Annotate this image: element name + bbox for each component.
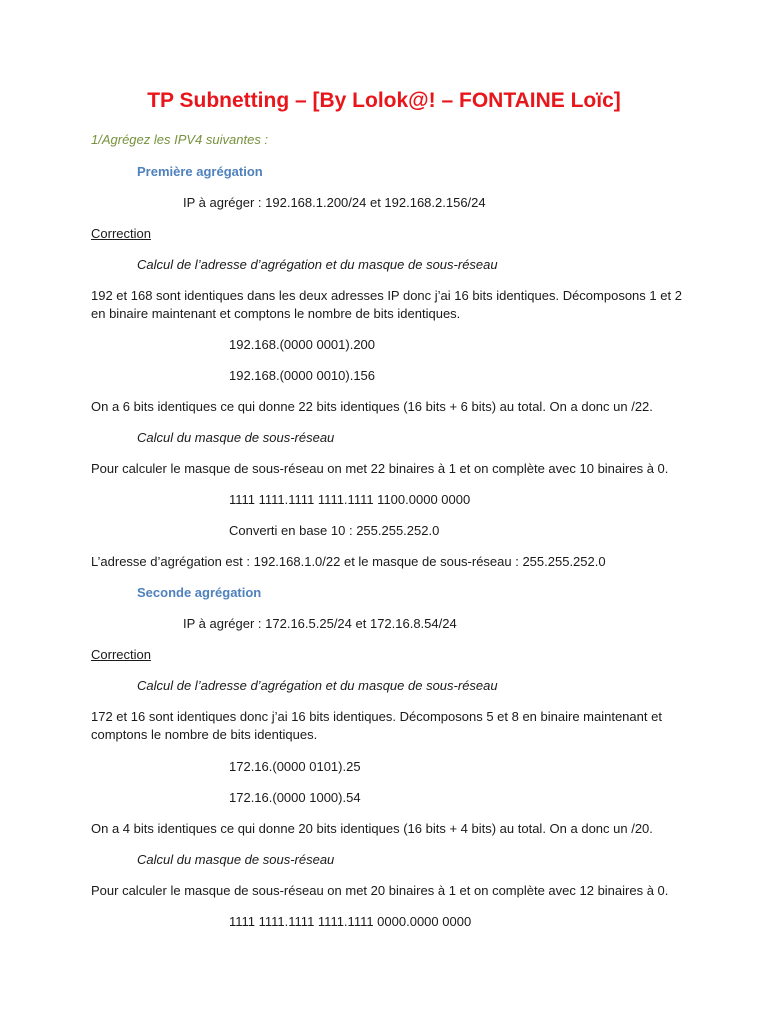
first-binary-2: 192.168.(0000 0010).156 [229,368,376,383]
page-title: TP Subnetting – [By Lolok@! – FONTAINE Loïc] [147,89,621,112]
first-paragraph: 192 et 168 sont identiques dans les deux adresses IP donc j’ai 16 bits identiques. Décomposons 1 et 2 en binaire maintenant et comptons le nombre de bits identiques. [91,288,682,321]
second-correction-label: Correction [91,647,151,662]
second-ip-line: IP à agréger : 172.16.5.25/24 et 172.16.8.54/24 [183,616,457,631]
first-ip-line: IP à agréger : 192.168.1.200/24 et 192.168.2.156/24 [183,195,486,210]
first-mask-decimal: Converti en base 10 : 255.255.252.0 [229,523,440,538]
second-mask-binary: 1111 1111.1111 1111.1111 0000.0000 0000 [229,914,472,929]
second-mask-paragraph: Pour calculer le masque de sous-réseau on met 20 binaires à 1 et on complète avec 12 binaires à 0. [91,883,669,898]
first-aggregation-heading: Première agrégation [137,164,263,179]
second-aggregation-heading: Seconde agrégation [137,585,262,600]
second-paragraph: 172 et 16 sont identiques donc j’ai 16 bits identiques. Décomposons 5 et 8 en binaire maintenant et comptons le nombre de bits identiques. [91,709,662,742]
second-result: On a 4 bits identiques ce qui donne 20 bits identiques (16 bits + 4 bits) au total. On a donc un /20. [91,821,653,836]
second-binary-2: 172.16.(0000 1000).54 [229,790,361,805]
exercise-intro: 1/Agrégez les IPV4 suivantes : [91,132,269,147]
second-binary-1: 172.16.(0000 0101).25 [229,759,361,774]
second-calc-heading: Calcul de l’adresse d’agrégation et du masque de sous-réseau [137,678,498,693]
first-calc-heading: Calcul de l’adresse d’agrégation et du masque de sous-réseau [137,257,498,272]
first-result: On a 6 bits identiques ce qui donne 22 bits identiques (16 bits + 6 bits) au total. On a donc un /22. [91,399,653,414]
first-mask-heading: Calcul du masque de sous-réseau [137,430,335,445]
first-correction-label: Correction [91,226,151,241]
second-mask-heading: Calcul du masque de sous-réseau [137,852,335,867]
first-mask-paragraph: Pour calculer le masque de sous-réseau on met 22 binaires à 1 et on complète avec 10 binaires à 0. [91,461,669,476]
first-binary-1: 192.168.(0000 0001).200 [229,337,376,352]
first-final-answer: L’adresse d’agrégation est : 192.168.1.0/22 et le masque de sous-réseau : 255.255.252.0 [91,554,606,569]
first-mask-binary: 1111 1111.1111 1111.1111 1100.0000 0000 [229,492,471,507]
